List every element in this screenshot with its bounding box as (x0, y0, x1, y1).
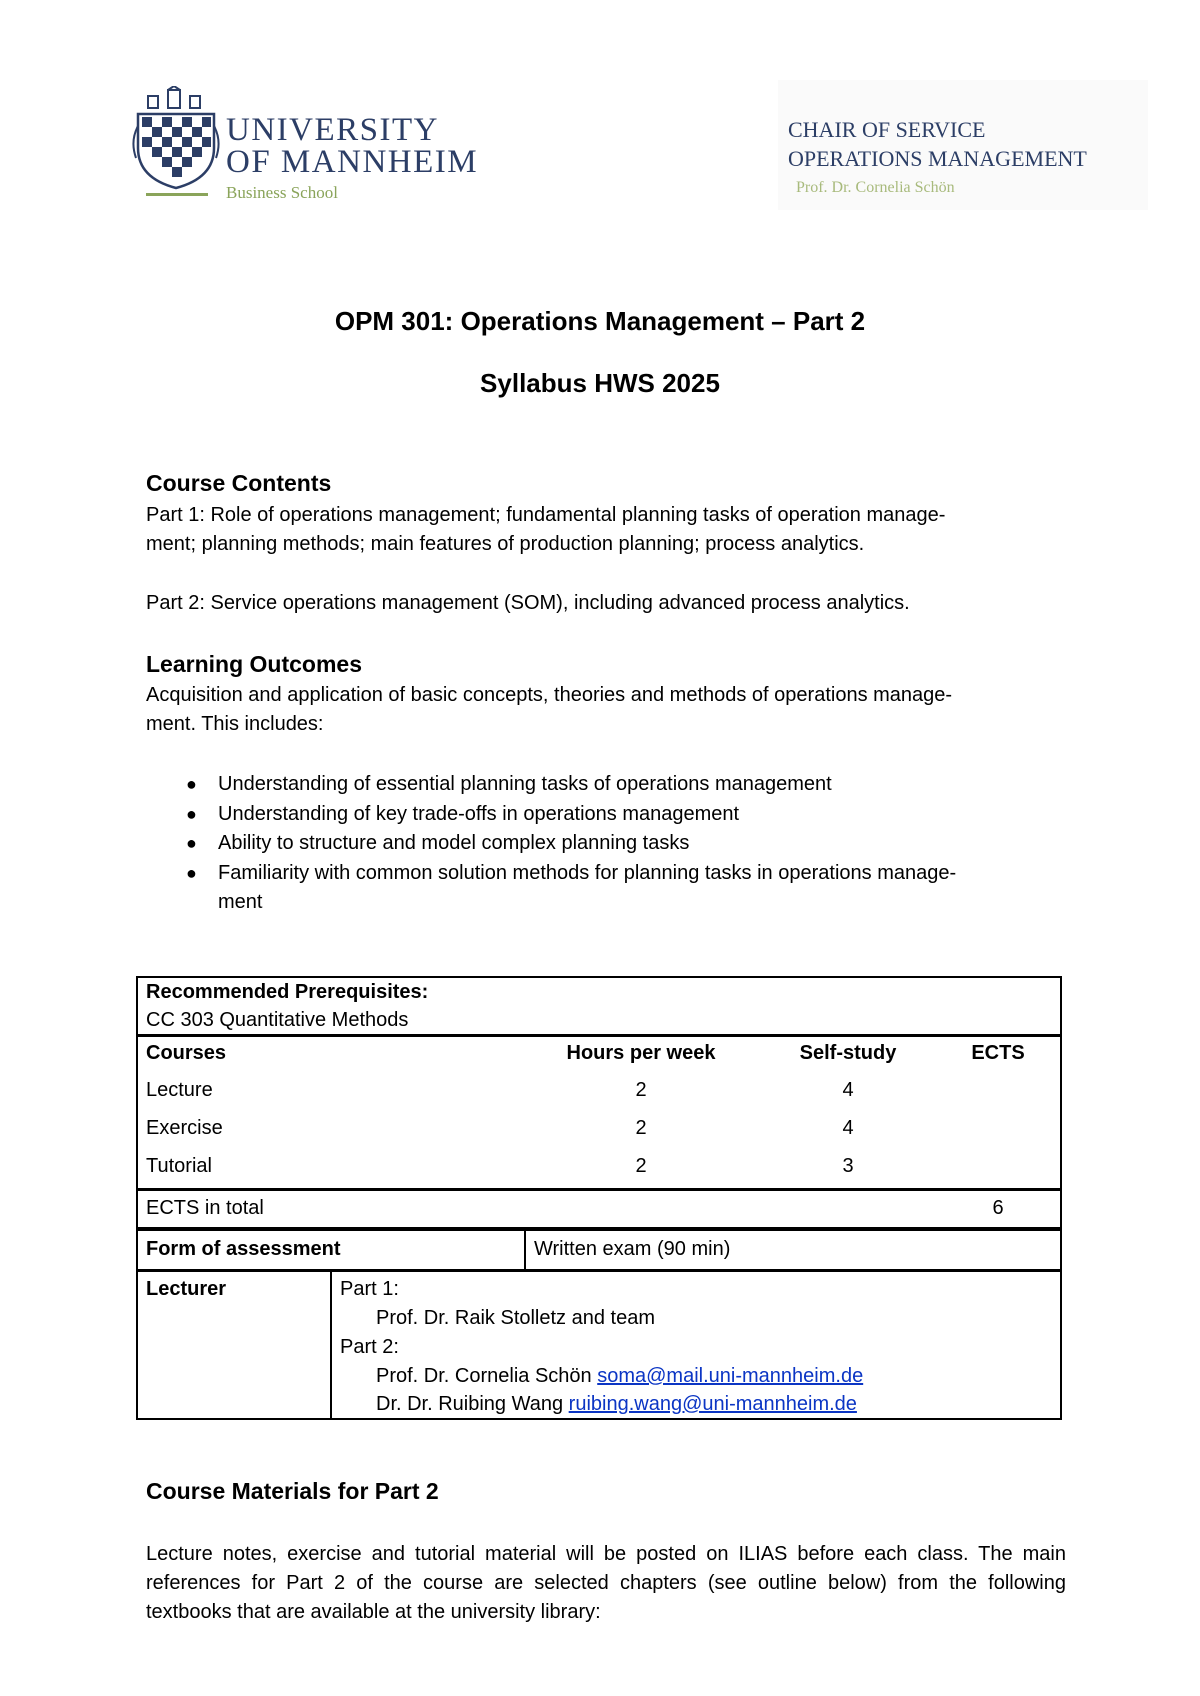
list-item-text: Understanding of key trade-offs in operations management (218, 802, 740, 825)
table-row-course: Lecture (146, 1079, 213, 1101)
lecturer-part1-name: Prof. Dr. Raik Stolletz and team (376, 1307, 656, 1329)
list-item-text: Familiarity with common solution methods for planning tasks in operations manage- (218, 861, 957, 884)
ects-total-box (136, 1189, 1062, 1229)
prerequisites-box (136, 976, 1062, 1036)
ects-total-label: ECTS in total (146, 1197, 264, 1219)
list-item-text-continued: ment (218, 891, 263, 913)
table-row-self-study: 4 (842, 1117, 854, 1139)
bullet-icon: ● (186, 774, 197, 794)
table-row-hours: 2 (635, 1155, 647, 1177)
course-materials-text: Lecture notes, exercise and tutorial material will be posted on ILIAS before each class. The main references for Part 2 of the course are selected chapters (see outline below) from the following textbooks that are available at the university library: (146, 1543, 1066, 1623)
university-crest-icon (130, 86, 222, 196)
list-item (146, 859, 1046, 918)
lecturer-label: Lecturer (146, 1278, 227, 1300)
lecturer-part2-line2 (376, 1393, 857, 1416)
lecturer-part2-line1 (376, 1365, 863, 1388)
lecturer-name: Prof. Dr. Cornelia Schön (376, 1365, 592, 1387)
table-row-self-study: 4 (842, 1079, 854, 1101)
table-row-course: Tutorial (146, 1155, 212, 1177)
lecturer-part2-label: Part 2: (340, 1336, 399, 1358)
document-title: OPM 301: Operations Management – Part 2 (334, 306, 866, 336)
list-item (146, 829, 1046, 859)
email-link[interactable]: ruibing.wang@uni-mannheim.de (568, 1393, 857, 1415)
assessment-box (136, 1229, 1062, 1271)
learning-outcomes-intro (146, 681, 1046, 739)
course-contents-heading: Course Contents (146, 470, 332, 496)
learning-outcomes-list (146, 770, 1046, 918)
list-item (146, 770, 1046, 800)
list-item (146, 800, 1046, 830)
self-study-header: Self-study (799, 1042, 897, 1064)
ects-total-value: 6 (992, 1197, 1004, 1219)
table-row-hours: 2 (635, 1117, 647, 1139)
course-contents-part1-line2: ment; planning methods; main features of production planning; process analytics. (146, 533, 865, 555)
chair-logo-line3: Prof. Dr. Cornelia Schön (796, 179, 955, 196)
table-row-self-study: 3 (842, 1155, 854, 1177)
university-logo-line1: UNIVERSITY (226, 112, 439, 148)
table-row-course: Exercise (146, 1117, 223, 1139)
email-link[interactable]: soma@mail.uni-mannheim.de (597, 1365, 864, 1387)
university-logo (130, 86, 530, 206)
logo-underline (146, 193, 208, 196)
lecturer-part1-label: Part 1: (340, 1278, 399, 1300)
bullet-icon: ● (186, 833, 197, 853)
course-contents-part1-line1: Part 1: Role of operations management; fundamental planning tasks of operation manage- (146, 504, 946, 526)
list-item-text: Understanding of essential planning tasks of operations management (218, 773, 832, 795)
assessment-value: Written exam (90 min) (534, 1238, 731, 1260)
courses-box (136, 1035, 1062, 1190)
course-contents-part2: Part 2: Service operations management (SOM), including advanced process analytics. (146, 592, 910, 614)
lecturer-box (136, 1270, 1062, 1420)
prerequisites-label: Recommended Prerequisites: (146, 981, 429, 1003)
learning-outcomes-intro-line1: Acquisition and application of basic concepts, theories and methods of operations manage- (146, 684, 953, 706)
university-logo-line2: OF MANNHEIM (226, 144, 479, 180)
courses-header: Courses (146, 1042, 227, 1064)
learning-outcomes-heading: Learning Outcomes (146, 651, 362, 677)
ects-header: ECTS (971, 1042, 1025, 1064)
assessment-label: Form of assessment (146, 1238, 341, 1260)
course-contents-part1 (146, 501, 1046, 559)
hours-header: Hours per week (566, 1042, 716, 1064)
document-subtitle: Syllabus HWS 2025 (480, 368, 720, 398)
table-divider (330, 1272, 332, 1418)
table-divider (524, 1231, 526, 1269)
university-logo-line3: Business School (226, 183, 338, 202)
prerequisites-value: CC 303 Quantitative Methods (146, 1009, 409, 1031)
chair-logo (778, 80, 1148, 210)
table-row-hours: 2 (635, 1079, 647, 1101)
chair-logo-line2: OPERATIONS MANAGEMENT (788, 146, 1087, 171)
course-materials-heading: Course Materials for Part 2 (146, 1478, 439, 1504)
chair-logo-line1: CHAIR OF SERVICE (788, 117, 986, 142)
learning-outcomes-intro-line2: ment. This includes: (146, 713, 324, 735)
bullet-icon: ● (186, 803, 197, 824)
lecturer-name: Dr. Dr. Ruibing Wang (376, 1393, 564, 1415)
bullet-icon: ● (186, 862, 197, 883)
list-item-text: Ability to structure and model complex planning tasks (218, 832, 690, 854)
